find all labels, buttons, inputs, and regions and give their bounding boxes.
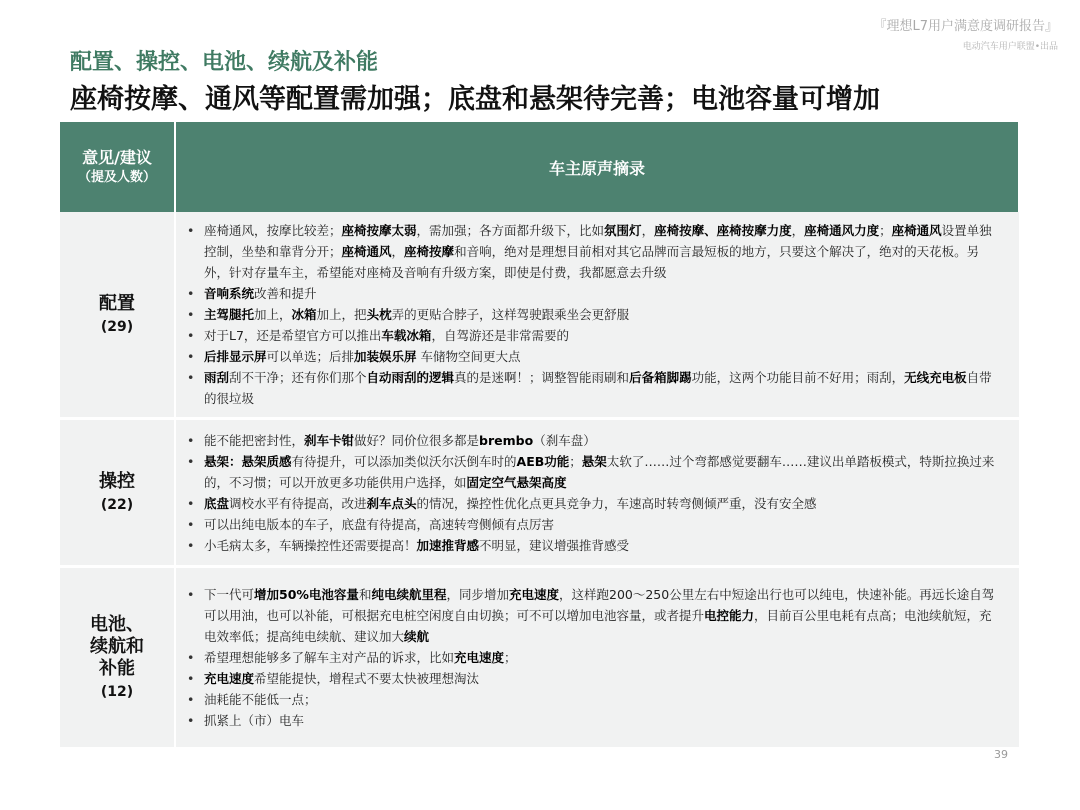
quote-text: ，这样跑200～250公里左右中短途出行也可以纯电，快速补能。再远长途自驾可以用油，也可以补能，可根据充电桩空闲度自由切换；可不可以增加电池容量，或者提升 xyxy=(204,587,995,623)
quote-text: ； xyxy=(569,453,582,469)
quote-text: 油耗能不能低一点； xyxy=(204,692,317,707)
category-cell xyxy=(60,567,175,749)
page-number: 39 xyxy=(994,748,1008,761)
quote-text: 可以单选；后排 xyxy=(266,349,355,364)
category-cell xyxy=(60,419,175,567)
list-item xyxy=(184,283,1001,304)
quotes-cell xyxy=(175,212,1019,419)
column-header-quotes-label: 车主原声摘录 xyxy=(548,158,645,178)
quote-text: 有待提升，可以添加类似沃尔沃倒车时的 xyxy=(291,453,517,469)
list-item xyxy=(184,220,1001,283)
category-name: 电池、 续航和 补能 xyxy=(90,613,144,679)
quote-text: ， xyxy=(391,244,405,259)
quote-text: ， xyxy=(641,223,655,238)
highlight-text: 音响系统 xyxy=(204,286,255,301)
list-item xyxy=(184,430,1001,451)
highlight-text: 自动雨刮的逻辑 xyxy=(366,370,455,385)
quote-text: 希望能提快，增程式不要太快被理想淘汰 xyxy=(254,671,480,686)
highlight-text: 充电速度 xyxy=(204,671,255,686)
quote-list xyxy=(184,584,1001,731)
quote-text: 座椅通风，按摩比较差； xyxy=(204,223,342,238)
quote-text: ， xyxy=(791,223,805,238)
highlight-text: AEB功能 xyxy=(516,453,570,469)
quote-text: 真的是迷啊！；调整智能雨刷和 xyxy=(454,370,630,385)
list-item xyxy=(184,647,1001,668)
highlight-text: 加装娱乐屏 xyxy=(354,349,417,364)
category-name: 配置 xyxy=(99,292,135,314)
quote-text: 能不能把密封性， xyxy=(204,432,305,448)
highlight-text: 充电速度 xyxy=(508,587,559,602)
highlight-text: 续航 xyxy=(404,629,430,644)
category-cell xyxy=(60,212,175,419)
quote-text: 可以出纯电版本的车子，底盘有待提高，高速转弯侧倾有点厉害 xyxy=(204,516,555,532)
list-item xyxy=(184,689,1001,710)
highlight-text: 固定空气悬架高度 xyxy=(466,474,567,490)
quote-text: ，目前百公里电耗有点高；电池续航短，充电效率低；提高纯电续航、建议加大 xyxy=(204,608,992,644)
list-item xyxy=(184,304,1001,325)
report-header xyxy=(873,18,1058,52)
report-publisher: 电动汽车用户联盟•出品 xyxy=(962,42,1058,52)
highlight-text: 电控能力 xyxy=(704,608,755,623)
quote-list xyxy=(184,220,1001,409)
column-header-suggestion-sub: （提及人数） xyxy=(77,170,156,185)
quote-text: 和音响，绝对是理想目前相对其它品牌而言最短板的地方，只要这个解决了，绝对的天花板。另外，针对存量车主，希望能对座椅及音响有升级方案，即使是付费，我都愿意去升级 xyxy=(204,244,980,280)
list-item xyxy=(184,514,1001,535)
list-item xyxy=(184,710,1001,731)
highlight-text: 座椅通风 xyxy=(341,244,392,259)
quote-text: 抓紧上（市）电车 xyxy=(204,713,305,728)
highlight-text: 头枕 xyxy=(366,307,392,322)
list-item xyxy=(184,493,1001,514)
quote-text: ，需加强；各方面都升级下，比如 xyxy=(416,223,605,238)
highlight-text: 主驾腿托 xyxy=(204,307,255,322)
table-row xyxy=(60,567,1019,749)
table-row xyxy=(60,212,1019,419)
table-row xyxy=(60,419,1019,567)
column-header-quotes xyxy=(175,122,1019,212)
category-count: (22) xyxy=(100,496,134,513)
list-item xyxy=(184,535,1001,556)
highlight-text: 无线充电板 xyxy=(904,370,967,385)
highlight-text: 座椅按摩太弱 xyxy=(341,223,417,238)
quote-text: 弄的更贴合脖子，这样驾驶跟乘坐会更舒服 xyxy=(391,307,630,322)
quote-text: 调校水平有待提高，改进 xyxy=(229,495,367,511)
feedback-table xyxy=(60,122,1020,750)
highlight-text: 底盘 xyxy=(204,495,230,511)
quote-text: 加上， xyxy=(254,307,292,322)
highlight-text: 车载冰箱 xyxy=(381,328,432,343)
quote-text: ，自驾游还是非常需要的 xyxy=(431,328,569,343)
highlight-text: 增加50%电池容量 xyxy=(254,587,359,602)
list-item xyxy=(184,367,1001,409)
quote-text: ； xyxy=(504,650,517,665)
highlight-text: 座椅按摩、座椅按摩力度 xyxy=(654,223,792,238)
quote-text: 的情况，操控性优化点更具竞争力，车速高时转弯侧倾严重，没有安全感 xyxy=(416,495,817,511)
highlight-text: 后排显示屏 xyxy=(204,349,267,364)
quote-text: 太软了……过个弯都感觉要翻车……建议出单踏板模式，特斯拉换过来的，不习惯；可以开放更多功能供用户选择，如 xyxy=(204,453,995,490)
list-item xyxy=(184,584,1001,647)
quote-text: 车储物空间更大点 xyxy=(416,349,521,364)
quote-text: 功能，这两个功能目前不好用；雨刮， xyxy=(691,370,905,385)
quote-text: 加上，把 xyxy=(316,307,367,322)
quote-text: 改善和提升 xyxy=(254,286,317,301)
section-subtitle: 配置、操控、电池、续航及补能 xyxy=(70,50,379,75)
highlight-text: 后备箱脚踢 xyxy=(629,370,692,385)
list-item xyxy=(184,346,1001,367)
highlight-text: 悬架：悬架质感 xyxy=(204,453,292,469)
highlight-text: 充电速度 xyxy=(454,650,505,665)
quote-text: ，同步增加 xyxy=(446,587,509,602)
category-count: (29) xyxy=(100,318,134,335)
column-header-suggestion xyxy=(60,122,175,212)
quote-text: 对于L7，还是希望官方可以推出 xyxy=(204,328,382,343)
quote-text: 小毛病太多，车辆操控性还需要提高！ xyxy=(204,537,417,553)
column-header-suggestion-main: 意见/建议 xyxy=(82,148,152,167)
table-header-row xyxy=(60,122,1019,212)
quote-text: 不明显，建议增强推背感受 xyxy=(479,537,630,553)
quote-text: 设置单独控制，坐垫和靠背分开； xyxy=(204,223,992,259)
quote-text: （刹车盘） xyxy=(533,432,596,448)
highlight-text: 悬架 xyxy=(581,453,607,469)
list-item xyxy=(184,451,1001,493)
page-title: 座椅按摩、通风等配置需加强；底盘和悬架待完善；电池容量可增加 xyxy=(70,84,880,115)
highlight-text: 加速推背感 xyxy=(416,537,480,553)
list-item xyxy=(184,325,1001,346)
highlight-text: 刹车卡钳 xyxy=(304,432,355,448)
quotes-cell xyxy=(175,419,1019,567)
highlight-text: 冰箱 xyxy=(291,307,317,322)
highlight-text: 雨刮 xyxy=(204,370,230,385)
highlight-text: 氛围灯 xyxy=(604,223,642,238)
quote-text: 希望理想能够多了解车主对产品的诉求，比如 xyxy=(204,650,455,665)
highlight-text: 座椅通风 xyxy=(891,223,942,238)
highlight-text: 座椅按摩 xyxy=(404,244,455,259)
quote-list xyxy=(184,430,1001,556)
quote-text: 和 xyxy=(358,587,372,602)
list-item xyxy=(184,668,1001,689)
highlight-text: 座椅通风力度 xyxy=(804,223,880,238)
highlight-text: brembo xyxy=(479,432,534,448)
quotes-cell xyxy=(175,567,1019,749)
highlight-text: 纯电续航里程 xyxy=(371,587,447,602)
quote-text: 做好？同价位很多都是 xyxy=(354,432,480,448)
quote-text: 自带的很垃圾 xyxy=(204,370,992,406)
highlight-text: 刹车点头 xyxy=(366,495,417,511)
quote-text: 下一代可 xyxy=(204,587,255,602)
quote-text: 刮不干净；还有你们那个 xyxy=(229,370,367,385)
category-name: 操控 xyxy=(99,470,135,492)
report-title: 『理想L7用户满意度调研报告』 xyxy=(873,19,1058,34)
category-count: (12) xyxy=(100,683,134,700)
quote-text: ； xyxy=(879,223,892,238)
